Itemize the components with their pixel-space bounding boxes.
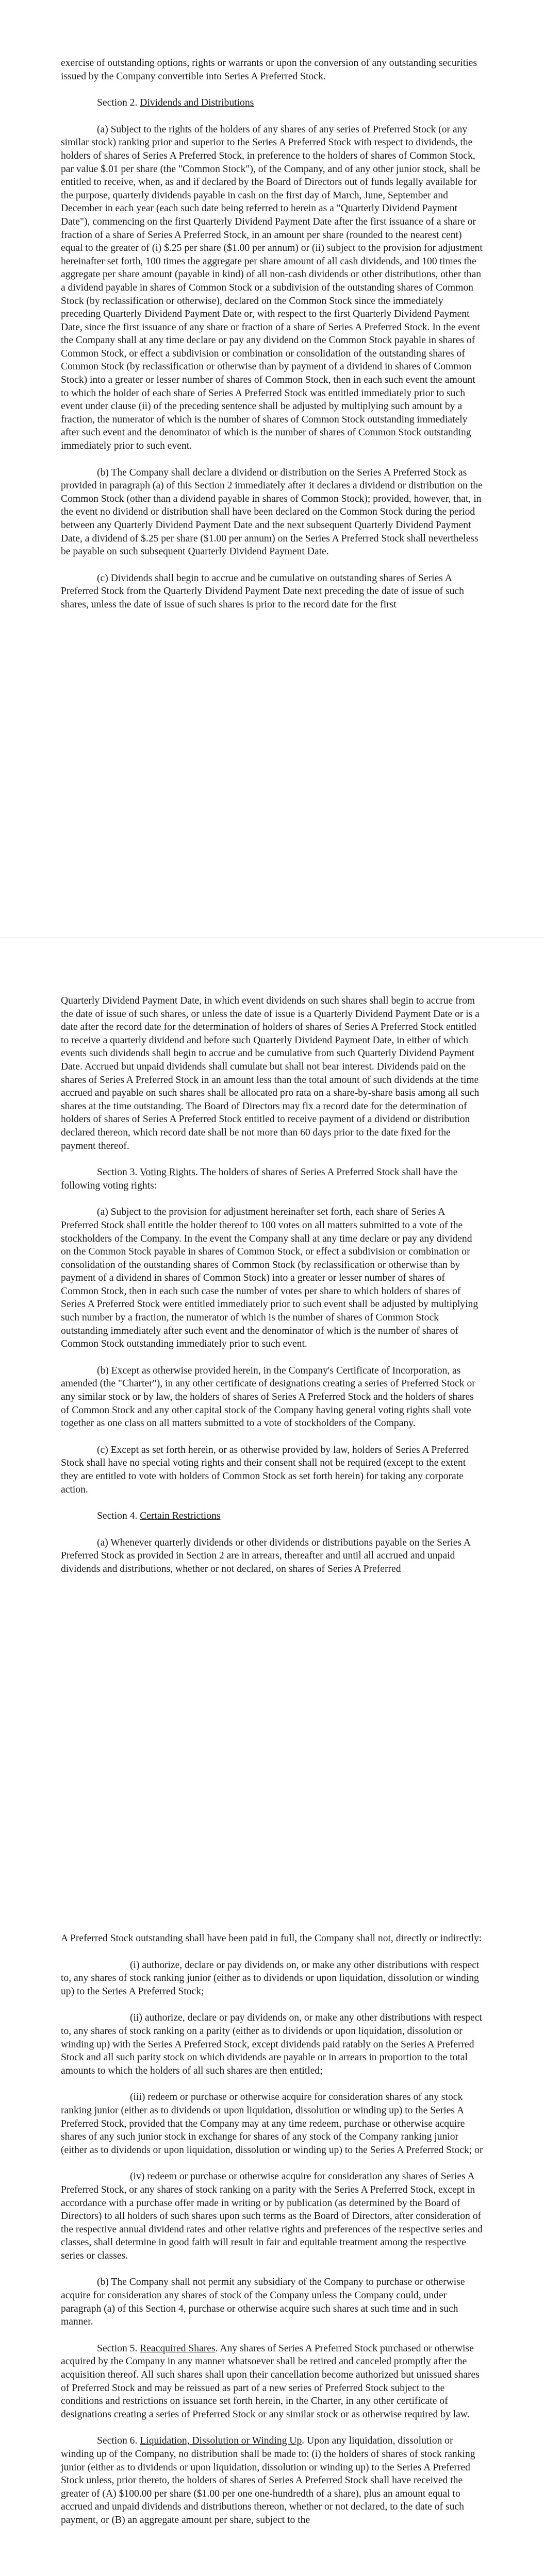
document-page-3 — [0, 1875, 544, 2576]
section-5-paragraph — [61, 2342, 483, 2421]
section-3b-paragraph: (b) Except as otherwise provided herein, in the Company's Certificate of Incorporation, as amended (the "Charter"), in any other certificate of designations creating a series of Preferred Stock or any similar stock or by law, the holders of shares of Series A Preferred Stock and the holders of shares of Common Stock and any other capital stock of the Company having general voting rights shall vote together as one class on all matters submitted to a vote of stockholders of the Company. — [61, 1365, 475, 1429]
section-2-number: Section 2. — [97, 97, 138, 109]
clause-iii-paragraph: (iii) redeem or purchase or otherwise acquire for consideration shares of any stock ranking junior (either as to dividends or upon liquidation, dissolution or winding up) to the Series A Preferred Stock, provided that the Company may at any time redeem, purchase or otherwise acquire shares of any such junior stock in exchange for shares of any stock of the Company ranking junior (either as to dividends or upon liquidation, dissolution or winding up) to the Series A Preferred Stock; or — [61, 2092, 483, 2156]
section-4-heading — [61, 1510, 483, 1523]
section-2c-continuation: Quarterly Dividend Payment Date, in which event dividends on such shares shall begin to accrue from the date of issue of such shares, or unless the date of issue is a Quarterly Dividend Payment Date or is a date after the record date for the determination of holders of shares of Series A Preferred Stock entitled to receive a quarterly dividend and before such Quarterly Dividend Payment Date, in either of which events such dividends shall begin to accrue and be cumulative from such Quarterly Dividend Payment Date. Accrued but unpaid dividends shall cumulate but shall not bear interest. Dividends paid on the shares of Series A Preferred Stock in an amount less than the total amount of such dividends at the time accrued and payable on such shares shall be allocated pro rata on a share-by-share basis among all such shares at the time outstanding. The Board of Directors may fix a record date for the determination of holders of shares of Series A Preferred Stock entitled to receive payment of a dividend or distribution declared thereon, which record date shall be not more than 60 days prior to the date fixed for the payment thereof. — [61, 995, 480, 1151]
section-5-body: . Any shares of Series A Preferred Stock purchased or otherwise acquired by the Company in any manner whatsoever shall be retired and canceled promptly after the acquisition thereof. All such shares shall upon their cancellation become authorized but unissued shares of Preferred Stock and may be reissued as part of a new series of Preferred Stock subject to the conditions and restrictions on issuance set forth herein, in the Charter, in any other certificate of designations creating a series of Preferred Stock or any similar stock or as otherwise required by law. — [61, 2343, 480, 2420]
document-page-1 — [0, 0, 544, 938]
section-5-title: Reacquired Shares — [140, 2343, 216, 2354]
section-4-title: Certain Restrictions — [140, 1511, 221, 1522]
document-page-2 — [0, 938, 544, 1875]
section-3a-paragraph: (a) Subject to the provision for adjustment hereinafter set forth, each share of Series A Preferred Stock shall entitle the holder thereof to 100 votes on all matters submitted to a vote of the stockholders of the Company. In the event the Company shall at any time declare or pay any dividend on the Common Stock payable in shares of Common Stock, or effect a subdivision or combination or consolidation of the outstanding shares of Common Stock (by reclassification or otherwise than by payment of a dividend in shares of Common Stock) into a greater or lesser number of shares of Common Stock, then in each such case the number of votes per share to which holders of shares of Series A Preferred Stock were entitled immediately prior to such event shall be adjusted by multiplying such number by a fraction, the numerator of which is the number of shares of Common Stock outstanding immediately after such event and the denominator of which is the number of shares of Common Stock outstanding immediately prior to such event. — [61, 1207, 479, 1350]
section-2-heading — [61, 96, 483, 110]
section-4a-paragraph: (a) Whenever quarterly dividends or other dividends or distributions payable on the Series A Preferred Stock as provided in Section 2 are in arrears, thereafter and until all accrued and unpaid dividends and distributions, whether or not declared, on shares of Series A Preferred — [61, 1537, 470, 1574]
section-2-title: Dividends and Distributions — [140, 97, 254, 109]
section-2c-paragraph: (c) Dividends shall begin to accrue and be cumulative on outstanding shares of Series A Preferred Stock from the Quarterly Dividend Payment Date next preceding the date of issue of such shares, unless the date of issue of such shares is prior to the record date for the first — [61, 572, 464, 610]
section-3-title: Voting Rights — [139, 1167, 195, 1178]
section-5-number: Section 5. — [97, 2343, 138, 2354]
section-6-number: Section 6. — [97, 2435, 138, 2447]
section-2a-paragraph: (a) Subject to the rights of the holders of any shares of any series of Preferred Stock (or any similar stock) ranking prior and superior to the Series A Preferred Stock with respect to dividends, the holders of shares of Series A Preferred Stock, in preference to the holders of shares of Common Stock, par value $.01 per share (the "Common Stock"), of the Company, and of any other junior stock, shall be entitled to receive, when, as and if declared by the Board of Directors out of funds legally available for the purpose, quarterly dividends payable in cash on the first day of March, June, September and December in each year (each such date being referred to herein as a "Quarterly Dividend Payment Date"), commencing on the first Quarterly Dividend Payment Date after the first issuance of a share or fraction of a share of Series A Preferred Stock, in an amount per share (rounded to the nearest cent) equal to the greater of (i) $.25 per share ($1.00 per annum) or (ii) subject to the provision for adjustment hereinafter set forth, 100 times the aggregate per share amount of all cash dividends, and 100 times the aggregate per share amount (payable in kind) of all non-cash dividends or other distributions, other than a dividend payable in shares of Common Stock or a subdivision of the outstanding shares of Common Stock (by reclassification or otherwise), declared on the Common Stock since the immediately preceding Quarterly Dividend Payment Date or, with respect to the first Quarterly Dividend Payment Date, since the first issuance of any share or fraction of a share of Series A Preferred Stock. In the event the Company shall at any time declare or pay any dividend on the Common Stock payable in shares of Common Stock, or effect a subdivision or combination or consolidation of the outstanding shares of Common Stock (by reclassification or otherwise than by payment of a dividend in shares of Common Stock) into a greater or lesser number of shares of Common Stock, then in each such event the amount to which the holder of each share of Series A Preferred Stock was entitled immediately prior to such event under clause (ii) of the preceding sentence shall be adjusted by multiplying such amount by a fraction, the numerator of which is the number of shares of Common Stock outstanding immediately after such event and the denominator of which is the number of shares of Common Stock outstanding immediately prior to such event. — [61, 124, 483, 452]
clause-iv-paragraph: (iv) redeem or purchase or otherwise acquire for consideration any shares of Series A Preferred Stock, or any shares of stock ranking on a parity with the Series A Preferred Stock, except in accordance with a purchase offer made in writing or by publication (as determined by the Board of Directors) to all holders of such shares upon such terms as the Board of Directors, after consideration of the respective annual dividend rates and other relative rights and preferences of the respective series and classes, shall determine in good faith will result in fair and equitable treatment among the respective series or classes. — [61, 2171, 483, 2261]
section-3-paragraph — [61, 1166, 483, 1192]
section-4-number: Section 4. — [97, 1511, 138, 1522]
section-4a-continuation: A Preferred Stock outstanding shall have been paid in full, the Company shall not, directly or indirectly: — [61, 1933, 482, 1944]
section-3c-paragraph: (c) Except as set forth herein, or as otherwise provided by law, holders of Series A Preferred Stock shall have no special voting rights and their consent shall not be required (except to the extent they are entitled to vote with holders of Common Stock as set forth herein) for taking any corporate action. — [61, 1444, 469, 1495]
clause-i-paragraph: (i) authorize, declare or pay dividends on, or make any other distributions with respect to, any shares of stock ranking junior (either as to dividends or upon liquidation, dissolution or winding up) to the Series A Preferred Stock; — [61, 1959, 480, 1997]
section-3-number: Section 3. — [97, 1167, 138, 1178]
section-3-lead: . The holders of shares of Series A Preferred Stock shall have the following voting rights: — [61, 1167, 458, 1191]
intro-paragraph: exercise of outstanding options, rights or warrants or upon the conversion of any outstanding securities issued by the Company convertible into Series A Preferred Stock. — [61, 58, 477, 82]
section-6-title: Liquidation, Dissolution or Winding Up — [140, 2435, 302, 2447]
section-6-body: . Upon any liquidation, dissolution or winding up of the Company, no distribution shall be made to: (i) the holders of shares of stock ranking junior (either as to dividends or upon liquidation, dissolution or winding up) to the Series A Preferred Stock unless, prior thereto, the holders of shares of Series A Preferred Stock shall have received the greater of (A) $100.00 per share ($1.00 per one one-hundredth of a share), plus an amount equal to accrued and unpaid dividends and distributions thereon, whether or not declared, to the date of such payment, or (B) an aggregate amount per share, subject to the — [61, 2435, 475, 2526]
section-4b-paragraph: (b) The Company shall not permit any subsidiary of the Company to purchase or otherwise acquire for consideration any shares of stock of the Company unless the Company could, under paragraph (a) of this Section 4, purchase or otherwise acquire such shares at such time and in such manner. — [61, 2277, 465, 2328]
section-6-paragraph — [61, 2434, 483, 2527]
section-2b-paragraph: (b) The Company shall declare a dividend or distribution on the Series A Preferred Stock as provided in paragraph (a) of this Section 2 immediately after it declares a dividend or distribution on the Common Stock (other than a dividend payable in shares of Common Stock); provided, however, that, in the event no dividend or distribution shall have been declared on the Common Stock during the period between any Quarterly Dividend Payment Date and the next subsequent Quarterly Dividend Payment Date, a dividend of $.25 per share ($1.00 per annum) on the Series A Preferred Stock shall nevertheless be payable on such subsequent Quarterly Dividend Payment Date. — [61, 467, 483, 557]
clause-ii-paragraph: (ii) authorize, declare or pay dividends on, or make any other distributions with respect to, any shares of stock ranking on a parity (either as to dividends or upon liquidation, dissolution or winding up) with the Series A Preferred Stock, except dividends paid ratably on the Series A Preferred Stock and all such parity stock on which dividends are payable or in arrears in proportion to the total amounts to which the holders of all such shares are then entitled; — [61, 2012, 482, 2076]
